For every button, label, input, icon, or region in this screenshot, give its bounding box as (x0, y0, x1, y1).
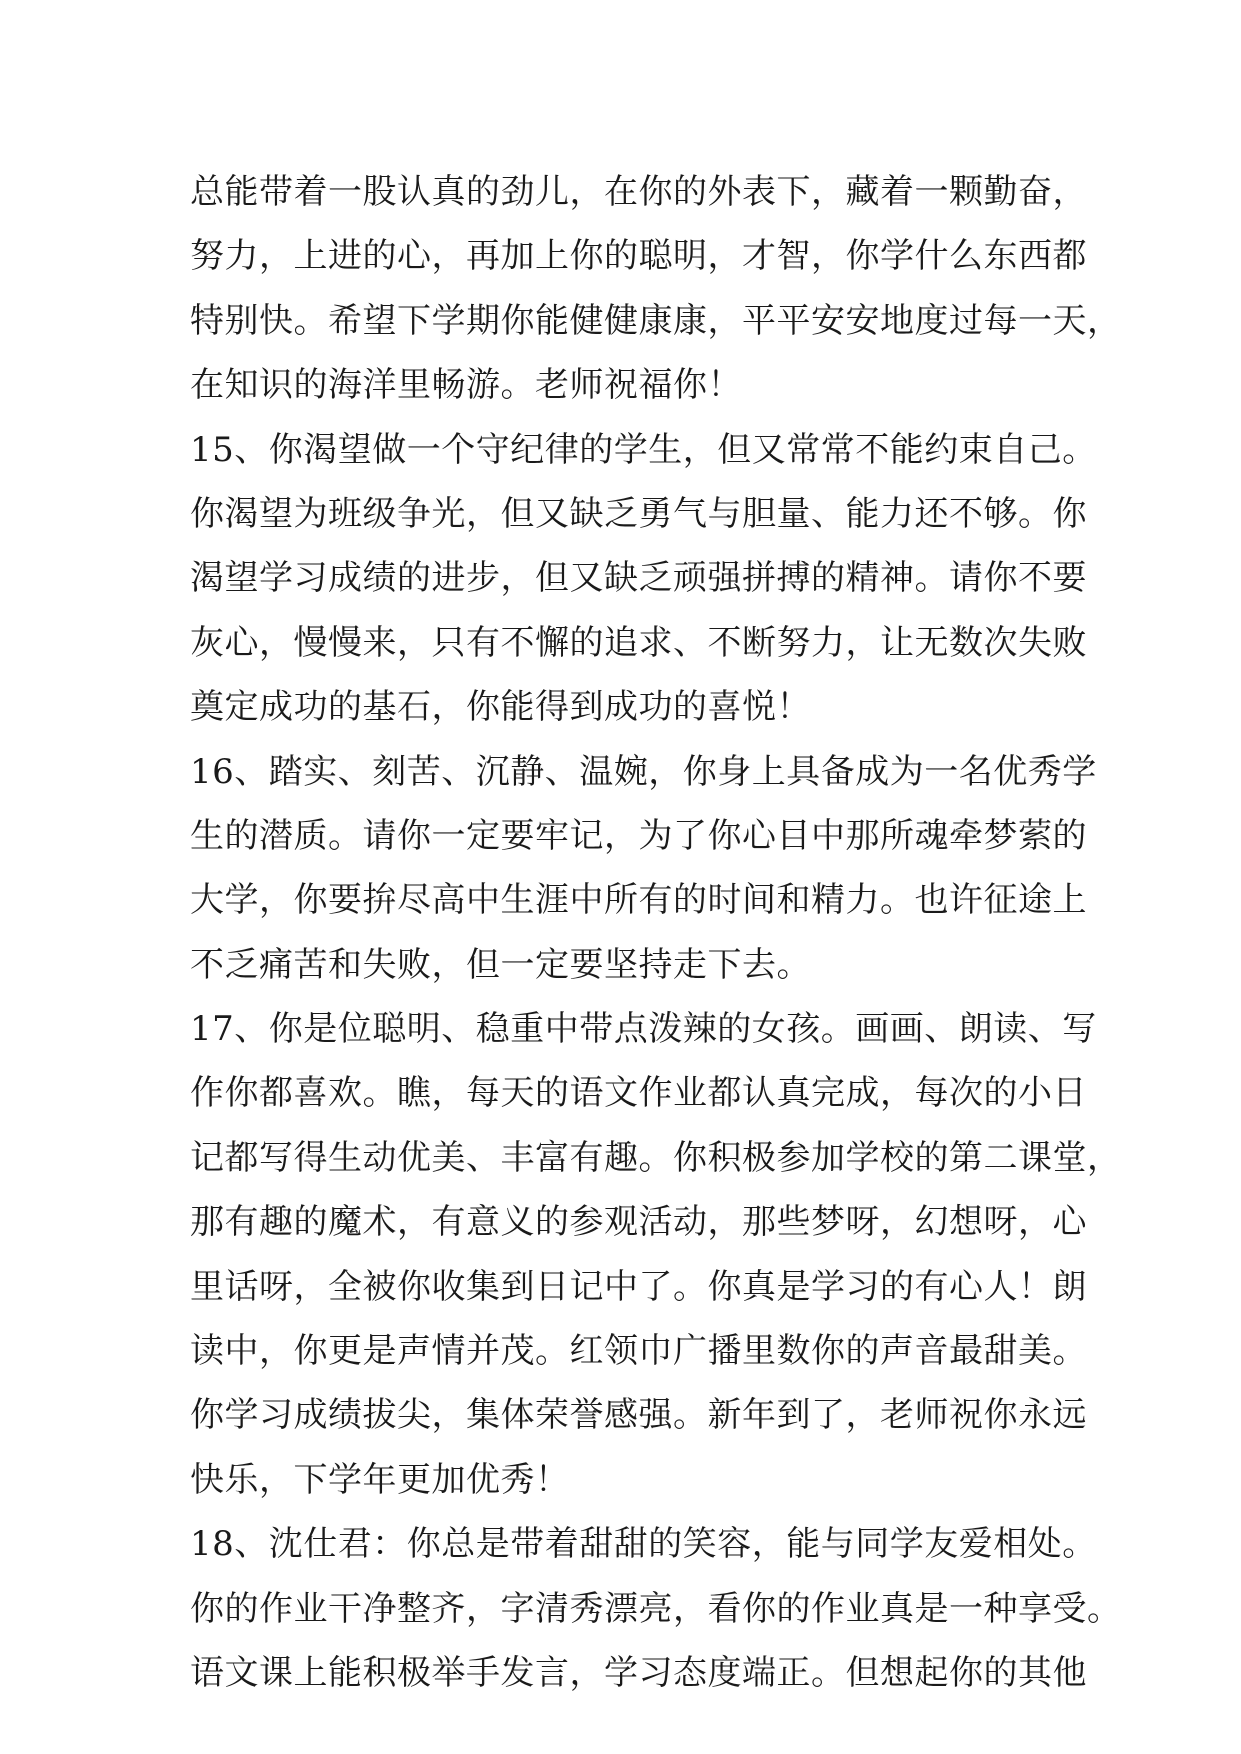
text-line: 渴望学习成绩的进步，但又缺乏顽强拼搏的精神。请你不要 (190, 558, 1087, 599)
text-line: 特别快。希望下学期你能健健康康，平平安安地度过每一天， (190, 300, 1122, 341)
text-line: 在知识的海洋里畅游。老师祝福你！ (190, 365, 742, 406)
text-line: 18、沈仕君：你总是带着甜甜的笑容，能与同学友爱相处。 (190, 1524, 1097, 1565)
text-line: 总能带着一股认真的劲儿，在你的外表下，藏着一颗勤奋， (190, 172, 1087, 212)
text-line: 你学习成绩拔尖，集体荣誉感强。新年到了，老师祝你永远 (190, 1395, 1087, 1436)
text-line: 你渴望为班级争光，但又缺乏勇气与胆量、能力还不够。你 (190, 493, 1087, 534)
text-line: 灰心，慢慢来，只有不懈的追求、不断努力，让无数次失败 (190, 622, 1087, 663)
text-line: 里话呀，全被你收集到日记中了。你真是学习的有心人！朗 (190, 1266, 1087, 1307)
text-line: 生的潜质。请你一定要牢记，为了你心目中那所魂牵梦萦的 (190, 815, 1087, 856)
text-line: 不乏痛苦和失败，但一定要坚持走下去。 (190, 944, 811, 985)
text-line: 努力，上进的心，再加上你的聪明，才智，你学什么东西都 (190, 236, 1087, 277)
text-line: 奠定成功的基石，你能得到成功的喜悦！ (190, 687, 811, 728)
text-line: 作你都喜欢。瞧，每天的语文作业都认真完成，每次的小日 (190, 1073, 1087, 1114)
text-line: 15、你渴望做一个守纪律的学生，但又常常不能约束自己。 (190, 429, 1097, 470)
text-line: 记都写得生动优美、丰富有趣。你积极参加学校的第二课堂， (190, 1137, 1122, 1178)
text-line: 读中，你更是声情并茂。红领巾广播里数你的声音最甜美。 (190, 1331, 1087, 1372)
text-line: 语文课上能积极举手发言，学习态度端正。但想起你的其他 (190, 1652, 1087, 1693)
text-line: 你的作业干净整齐，字清秀漂亮，看你的作业真是一种享受。 (190, 1588, 1122, 1629)
text-line: 大学，你要拚尽高中生涯中所有的时间和精力。也许征途上 (190, 880, 1087, 921)
text-line: 那有趣的魔术，有意义的参观活动，那些梦呀，幻想呀，心 (190, 1202, 1087, 1243)
text-line: 16、踏实、刻苦、沉静、温婉，你身上具备成为一名优秀学 (190, 751, 1097, 792)
document-body (190, 160, 1122, 1705)
text-line: 快乐，下学年更加优秀！ (190, 1459, 570, 1500)
text-line: 17、你是位聪明、稳重中带点泼辣的女孩。画画、朗读、写 (190, 1009, 1097, 1050)
